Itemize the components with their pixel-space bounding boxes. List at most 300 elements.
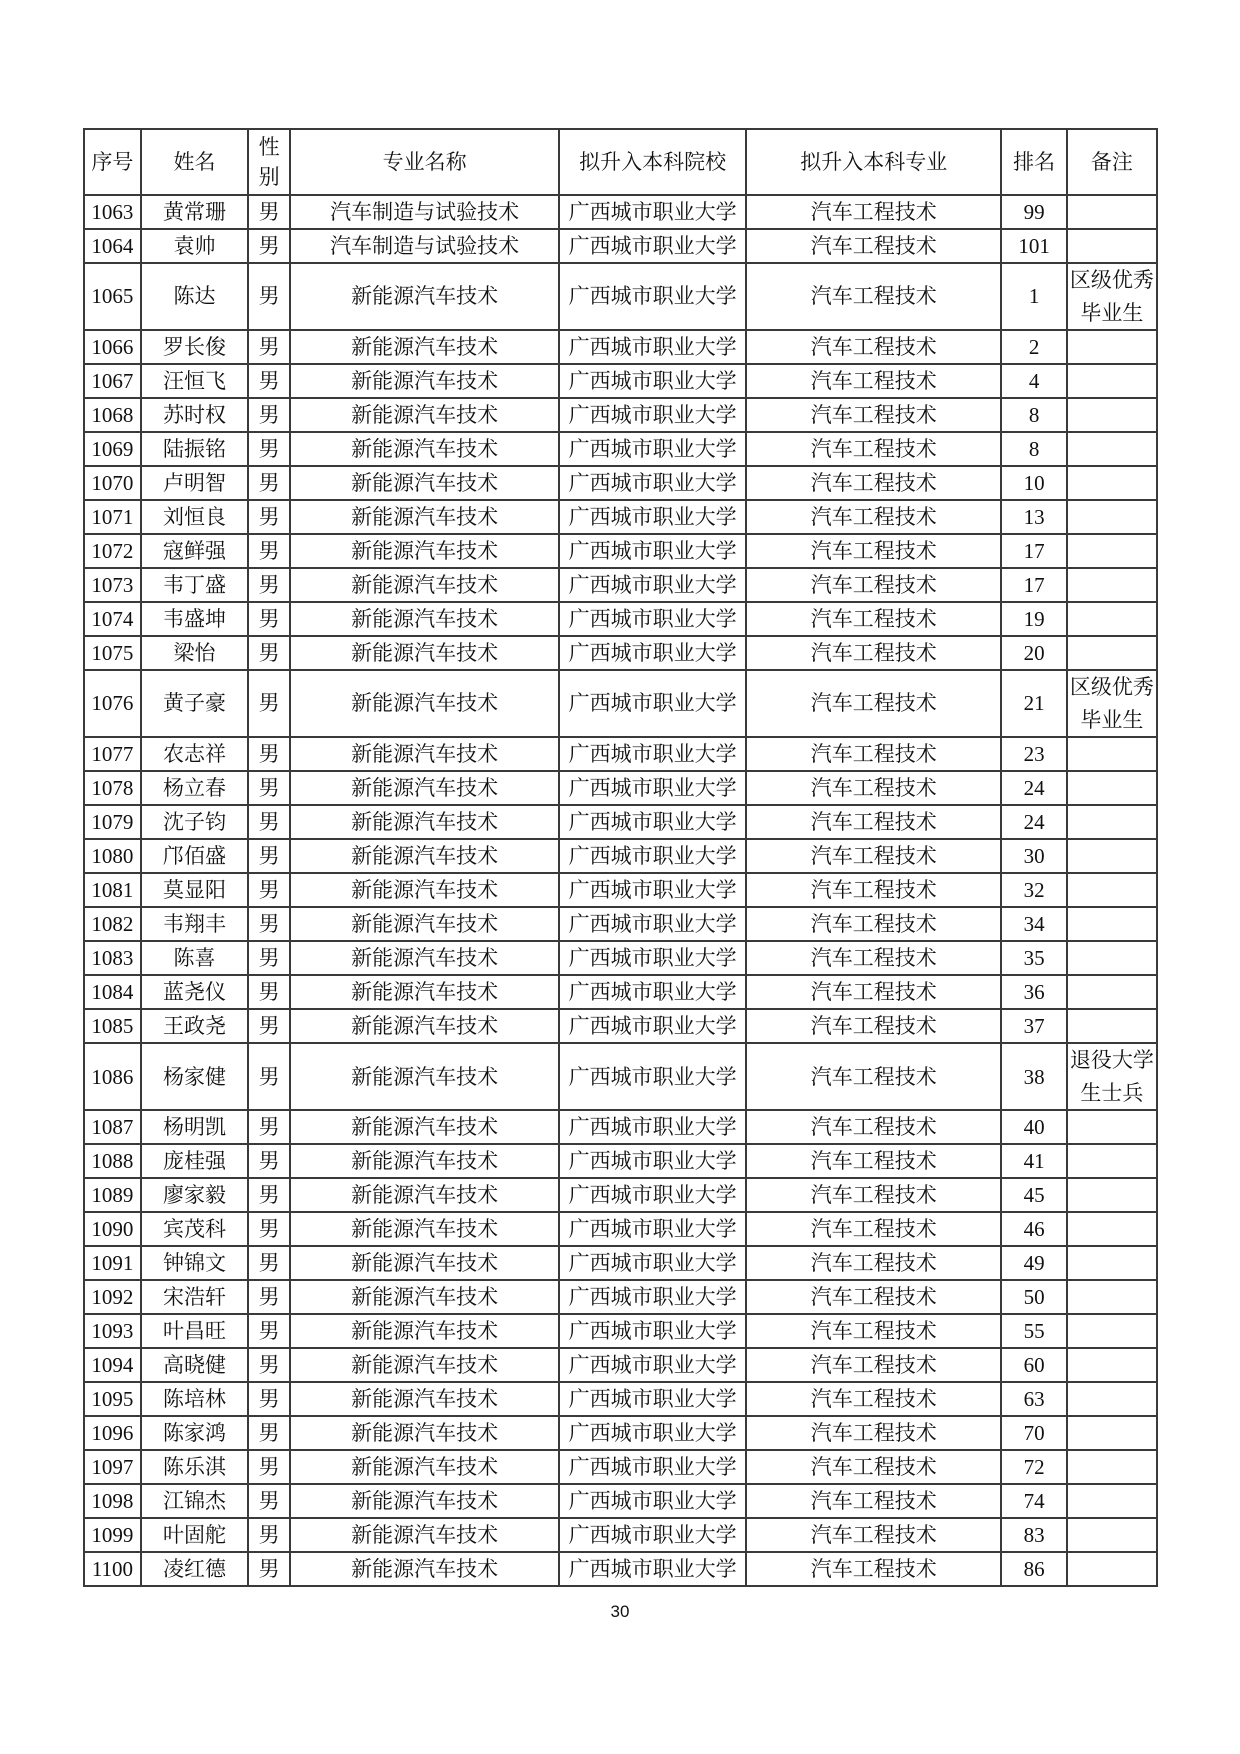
cell-major: 汽车制造与试验技术 — [290, 229, 559, 263]
cell-college: 广西城市职业大学 — [559, 1484, 746, 1518]
cell-rank: 101 — [1001, 229, 1066, 263]
cell-note — [1067, 534, 1157, 568]
cell-major: 新能源汽车技术 — [290, 432, 559, 466]
cell-major: 新能源汽车技术 — [290, 771, 559, 805]
cell-gender: 男 — [248, 1246, 290, 1280]
cell-name: 陈培林 — [141, 1382, 248, 1416]
cell-major: 新能源汽车技术 — [290, 500, 559, 534]
cell-target-major: 汽车工程技术 — [746, 670, 1001, 737]
cell-target-major: 汽车工程技术 — [746, 1382, 1001, 1416]
cell-rank: 23 — [1001, 737, 1066, 771]
cell-name: 韦盛坤 — [141, 602, 248, 636]
cell-college: 广西城市职业大学 — [559, 432, 746, 466]
cell-major: 新能源汽车技术 — [290, 1416, 559, 1450]
cell-target-major: 汽车工程技术 — [746, 1484, 1001, 1518]
cell-note — [1067, 568, 1157, 602]
cell-name: 陈家鸿 — [141, 1416, 248, 1450]
cell-college: 广西城市职业大学 — [559, 195, 746, 229]
cell-serial: 1066 — [84, 330, 141, 364]
cell-major: 新能源汽车技术 — [290, 805, 559, 839]
header-college: 拟升入本科院校 — [559, 129, 746, 195]
header-note: 备注 — [1067, 129, 1157, 195]
cell-note — [1067, 1144, 1157, 1178]
cell-rank: 1 — [1001, 263, 1066, 330]
cell-serial: 1082 — [84, 907, 141, 941]
table-row — [84, 1518, 1157, 1552]
cell-college: 广西城市职业大学 — [559, 1382, 746, 1416]
cell-name: 杨家健 — [141, 1043, 248, 1110]
table-row — [84, 670, 1157, 737]
cell-serial: 1064 — [84, 229, 141, 263]
cell-college: 广西城市职业大学 — [559, 636, 746, 670]
cell-gender: 男 — [248, 398, 290, 432]
cell-rank: 4 — [1001, 364, 1066, 398]
cell-serial: 1084 — [84, 975, 141, 1009]
cell-gender: 男 — [248, 1416, 290, 1450]
cell-name: 宾茂科 — [141, 1212, 248, 1246]
cell-rank: 24 — [1001, 771, 1066, 805]
cell-name: 王政尧 — [141, 1009, 248, 1043]
cell-name: 莫显阳 — [141, 873, 248, 907]
cell-target-major: 汽车工程技术 — [746, 1450, 1001, 1484]
cell-gender: 男 — [248, 941, 290, 975]
table-row — [84, 1552, 1157, 1586]
cell-serial: 1091 — [84, 1246, 141, 1280]
table-row — [84, 500, 1157, 534]
table-row — [84, 873, 1157, 907]
table-row — [84, 839, 1157, 873]
cell-rank: 19 — [1001, 602, 1066, 636]
cell-target-major: 汽车工程技术 — [746, 466, 1001, 500]
cell-gender: 男 — [248, 1144, 290, 1178]
cell-serial: 1068 — [84, 398, 141, 432]
table-row — [84, 1314, 1157, 1348]
cell-major: 新能源汽车技术 — [290, 364, 559, 398]
cell-college: 广西城市职业大学 — [559, 1348, 746, 1382]
cell-major: 新能源汽车技术 — [290, 1043, 559, 1110]
header-name: 姓名 — [141, 129, 248, 195]
cell-major: 新能源汽车技术 — [290, 1144, 559, 1178]
cell-name: 庞桂强 — [141, 1144, 248, 1178]
cell-rank: 8 — [1001, 432, 1066, 466]
cell-serial: 1067 — [84, 364, 141, 398]
cell-college: 广西城市职业大学 — [559, 805, 746, 839]
cell-serial: 1088 — [84, 1144, 141, 1178]
table-row — [84, 1110, 1157, 1144]
cell-target-major: 汽车工程技术 — [746, 1144, 1001, 1178]
cell-college: 广西城市职业大学 — [559, 1178, 746, 1212]
cell-name: 杨明凯 — [141, 1110, 248, 1144]
table-row — [84, 1450, 1157, 1484]
cell-note — [1067, 1314, 1157, 1348]
cell-major: 新能源汽车技术 — [290, 1178, 559, 1212]
table-row — [84, 364, 1157, 398]
cell-gender: 男 — [248, 805, 290, 839]
cell-serial: 1065 — [84, 263, 141, 330]
table-row — [84, 1043, 1157, 1110]
cell-serial: 1073 — [84, 568, 141, 602]
cell-name: 黄常珊 — [141, 195, 248, 229]
cell-college: 广西城市职业大学 — [559, 1450, 746, 1484]
cell-serial: 1071 — [84, 500, 141, 534]
cell-target-major: 汽车工程技术 — [746, 1009, 1001, 1043]
cell-college: 广西城市职业大学 — [559, 1110, 746, 1144]
cell-college: 广西城市职业大学 — [559, 534, 746, 568]
cell-note — [1067, 975, 1157, 1009]
cell-serial: 1097 — [84, 1450, 141, 1484]
cell-serial: 1079 — [84, 805, 141, 839]
cell-major: 新能源汽车技术 — [290, 1348, 559, 1382]
cell-college: 广西城市职业大学 — [559, 500, 746, 534]
cell-note — [1067, 602, 1157, 636]
cell-gender: 男 — [248, 975, 290, 1009]
cell-gender: 男 — [248, 1110, 290, 1144]
header-major: 专业名称 — [290, 129, 559, 195]
cell-gender: 男 — [248, 737, 290, 771]
cell-rank: 49 — [1001, 1246, 1066, 1280]
cell-note — [1067, 1212, 1157, 1246]
cell-name: 韦丁盛 — [141, 568, 248, 602]
cell-serial: 1095 — [84, 1382, 141, 1416]
cell-college: 广西城市职业大学 — [559, 907, 746, 941]
table-row — [84, 195, 1157, 229]
cell-gender: 男 — [248, 466, 290, 500]
cell-serial: 1074 — [84, 602, 141, 636]
cell-gender: 男 — [248, 873, 290, 907]
cell-target-major: 汽车工程技术 — [746, 1314, 1001, 1348]
cell-serial: 1085 — [84, 1009, 141, 1043]
cell-gender: 男 — [248, 330, 290, 364]
table-row — [84, 466, 1157, 500]
cell-serial: 1070 — [84, 466, 141, 500]
cell-name: 陈喜 — [141, 941, 248, 975]
cell-gender: 男 — [248, 1009, 290, 1043]
cell-rank: 99 — [1001, 195, 1066, 229]
table-row — [84, 1178, 1157, 1212]
cell-college: 广西城市职业大学 — [559, 1009, 746, 1043]
cell-major: 新能源汽车技术 — [290, 534, 559, 568]
cell-college: 广西城市职业大学 — [559, 1552, 746, 1586]
cell-note — [1067, 1552, 1157, 1586]
cell-rank: 70 — [1001, 1416, 1066, 1450]
cell-college: 广西城市职业大学 — [559, 1144, 746, 1178]
cell-gender: 男 — [248, 1280, 290, 1314]
cell-gender: 男 — [248, 907, 290, 941]
cell-target-major: 汽车工程技术 — [746, 229, 1001, 263]
table-row — [84, 330, 1157, 364]
cell-college: 广西城市职业大学 — [559, 398, 746, 432]
cell-note — [1067, 364, 1157, 398]
cell-name: 宋浩轩 — [141, 1280, 248, 1314]
cell-college: 广西城市职业大学 — [559, 1212, 746, 1246]
cell-target-major: 汽车工程技术 — [746, 1518, 1001, 1552]
cell-rank: 35 — [1001, 941, 1066, 975]
cell-target-major: 汽车工程技术 — [746, 263, 1001, 330]
cell-gender: 男 — [248, 602, 290, 636]
cell-rank: 40 — [1001, 1110, 1066, 1144]
cell-name: 沈子钧 — [141, 805, 248, 839]
cell-target-major: 汽车工程技术 — [746, 873, 1001, 907]
cell-major: 新能源汽车技术 — [290, 263, 559, 330]
cell-major: 新能源汽车技术 — [290, 839, 559, 873]
cell-name: 凌红德 — [141, 1552, 248, 1586]
cell-name: 陈乐淇 — [141, 1450, 248, 1484]
table-row — [84, 1416, 1157, 1450]
cell-major: 新能源汽车技术 — [290, 873, 559, 907]
cell-serial: 1089 — [84, 1178, 141, 1212]
table-row — [84, 1212, 1157, 1246]
cell-note — [1067, 1518, 1157, 1552]
cell-note — [1067, 432, 1157, 466]
cell-major: 新能源汽车技术 — [290, 941, 559, 975]
cell-target-major: 汽车工程技术 — [746, 1280, 1001, 1314]
cell-major: 新能源汽车技术 — [290, 975, 559, 1009]
table-row — [84, 263, 1157, 330]
cell-major: 汽车制造与试验技术 — [290, 195, 559, 229]
cell-major: 新能源汽车技术 — [290, 466, 559, 500]
table-row — [84, 1280, 1157, 1314]
cell-rank: 74 — [1001, 1484, 1066, 1518]
cell-target-major: 汽车工程技术 — [746, 602, 1001, 636]
cell-target-major: 汽车工程技术 — [746, 771, 1001, 805]
cell-name: 刘恒良 — [141, 500, 248, 534]
cell-note — [1067, 1484, 1157, 1518]
cell-note — [1067, 737, 1157, 771]
cell-gender: 男 — [248, 1382, 290, 1416]
cell-major: 新能源汽车技术 — [290, 1280, 559, 1314]
cell-note — [1067, 805, 1157, 839]
cell-target-major: 汽车工程技术 — [746, 364, 1001, 398]
cell-note — [1067, 1280, 1157, 1314]
cell-note — [1067, 941, 1157, 975]
cell-major: 新能源汽车技术 — [290, 602, 559, 636]
cell-rank: 41 — [1001, 1144, 1066, 1178]
cell-name: 蓝尧仪 — [141, 975, 248, 1009]
table-row — [84, 805, 1157, 839]
header-target-major: 拟升入本科专业 — [746, 129, 1001, 195]
cell-major: 新能源汽车技术 — [290, 1450, 559, 1484]
cell-serial: 1081 — [84, 873, 141, 907]
table-row — [84, 1484, 1157, 1518]
cell-gender: 男 — [248, 364, 290, 398]
cell-serial: 1092 — [84, 1280, 141, 1314]
cell-target-major: 汽车工程技术 — [746, 907, 1001, 941]
table-row — [84, 1348, 1157, 1382]
cell-gender: 男 — [248, 1043, 290, 1110]
cell-name: 罗长俊 — [141, 330, 248, 364]
cell-gender: 男 — [248, 670, 290, 737]
cell-target-major: 汽车工程技术 — [746, 500, 1001, 534]
cell-gender: 男 — [248, 568, 290, 602]
cell-note — [1067, 1450, 1157, 1484]
header-row — [84, 129, 1157, 195]
cell-college: 广西城市职业大学 — [559, 1043, 746, 1110]
cell-rank: 36 — [1001, 975, 1066, 1009]
cell-college: 广西城市职业大学 — [559, 670, 746, 737]
cell-target-major: 汽车工程技术 — [746, 1178, 1001, 1212]
cell-major: 新能源汽车技术 — [290, 907, 559, 941]
cell-name: 韦翔丰 — [141, 907, 248, 941]
cell-serial: 1076 — [84, 670, 141, 737]
student-roster-table — [83, 128, 1158, 1587]
cell-serial: 1072 — [84, 534, 141, 568]
cell-gender: 男 — [248, 500, 290, 534]
cell-serial: 1099 — [84, 1518, 141, 1552]
page-number: 30 — [610, 1602, 630, 1621]
header-gender: 性别 — [248, 129, 290, 195]
cell-rank: 17 — [1001, 568, 1066, 602]
cell-major: 新能源汽车技术 — [290, 568, 559, 602]
cell-gender: 男 — [248, 263, 290, 330]
cell-serial: 1098 — [84, 1484, 141, 1518]
cell-target-major: 汽车工程技术 — [746, 398, 1001, 432]
cell-major: 新能源汽车技术 — [290, 1314, 559, 1348]
cell-serial: 1075 — [84, 636, 141, 670]
cell-major: 新能源汽车技术 — [290, 330, 559, 364]
cell-name: 袁帅 — [141, 229, 248, 263]
cell-serial: 1069 — [84, 432, 141, 466]
cell-gender: 男 — [248, 534, 290, 568]
cell-note — [1067, 839, 1157, 873]
cell-serial: 1090 — [84, 1212, 141, 1246]
table-row — [84, 941, 1157, 975]
cell-college: 广西城市职业大学 — [559, 1518, 746, 1552]
table-row — [84, 229, 1157, 263]
cell-name: 叶固舵 — [141, 1518, 248, 1552]
cell-note — [1067, 1178, 1157, 1212]
cell-rank: 37 — [1001, 1009, 1066, 1043]
cell-name: 邝佰盛 — [141, 839, 248, 873]
cell-serial: 1080 — [84, 839, 141, 873]
cell-gender: 男 — [248, 1484, 290, 1518]
cell-serial: 1100 — [84, 1552, 141, 1586]
cell-college: 广西城市职业大学 — [559, 839, 746, 873]
table-row — [84, 771, 1157, 805]
cell-target-major: 汽车工程技术 — [746, 432, 1001, 466]
cell-rank: 55 — [1001, 1314, 1066, 1348]
cell-serial: 1094 — [84, 1348, 141, 1382]
cell-serial: 1077 — [84, 737, 141, 771]
cell-serial: 1063 — [84, 195, 141, 229]
cell-rank: 20 — [1001, 636, 1066, 670]
table-row — [84, 1144, 1157, 1178]
cell-rank: 38 — [1001, 1043, 1066, 1110]
cell-major: 新能源汽车技术 — [290, 636, 559, 670]
cell-college: 广西城市职业大学 — [559, 602, 746, 636]
cell-rank: 30 — [1001, 839, 1066, 873]
cell-rank: 24 — [1001, 805, 1066, 839]
cell-rank: 8 — [1001, 398, 1066, 432]
cell-note — [1067, 873, 1157, 907]
cell-note — [1067, 1348, 1157, 1382]
cell-college: 广西城市职业大学 — [559, 466, 746, 500]
cell-college: 广西城市职业大学 — [559, 771, 746, 805]
cell-note — [1067, 771, 1157, 805]
table-row — [84, 975, 1157, 1009]
table-row — [84, 534, 1157, 568]
cell-serial: 1093 — [84, 1314, 141, 1348]
cell-target-major: 汽车工程技术 — [746, 1212, 1001, 1246]
cell-target-major: 汽车工程技术 — [746, 534, 1001, 568]
cell-note — [1067, 229, 1157, 263]
cell-name: 汪恒飞 — [141, 364, 248, 398]
cell-name: 陈达 — [141, 263, 248, 330]
cell-serial: 1087 — [84, 1110, 141, 1144]
cell-name: 梁怡 — [141, 636, 248, 670]
cell-college: 广西城市职业大学 — [559, 263, 746, 330]
cell-gender: 男 — [248, 1552, 290, 1586]
cell-major: 新能源汽车技术 — [290, 1009, 559, 1043]
cell-name: 高晓健 — [141, 1348, 248, 1382]
cell-target-major: 汽车工程技术 — [746, 941, 1001, 975]
table-row — [84, 1009, 1157, 1043]
cell-note: 区级优秀毕业生 — [1067, 670, 1157, 737]
cell-rank: 13 — [1001, 500, 1066, 534]
cell-note — [1067, 1009, 1157, 1043]
cell-rank: 45 — [1001, 1178, 1066, 1212]
cell-note — [1067, 1382, 1157, 1416]
cell-name: 卢明智 — [141, 466, 248, 500]
cell-note: 区级优秀毕业生 — [1067, 263, 1157, 330]
cell-target-major: 汽车工程技术 — [746, 568, 1001, 602]
cell-major: 新能源汽车技术 — [290, 1484, 559, 1518]
cell-gender: 男 — [248, 1518, 290, 1552]
cell-gender: 男 — [248, 195, 290, 229]
cell-gender: 男 — [248, 229, 290, 263]
cell-name: 黄子豪 — [141, 670, 248, 737]
cell-note: 退役大学生士兵 — [1067, 1043, 1157, 1110]
cell-note — [1067, 500, 1157, 534]
cell-note — [1067, 1110, 1157, 1144]
cell-gender: 男 — [248, 839, 290, 873]
cell-college: 广西城市职业大学 — [559, 568, 746, 602]
cell-gender: 男 — [248, 636, 290, 670]
cell-rank: 86 — [1001, 1552, 1066, 1586]
cell-rank: 34 — [1001, 907, 1066, 941]
cell-note — [1067, 195, 1157, 229]
cell-serial: 1078 — [84, 771, 141, 805]
cell-name: 廖家毅 — [141, 1178, 248, 1212]
cell-college: 广西城市职业大学 — [559, 1280, 746, 1314]
cell-college: 广西城市职业大学 — [559, 229, 746, 263]
header-rank: 排名 — [1001, 129, 1066, 195]
cell-note — [1067, 330, 1157, 364]
cell-major: 新能源汽车技术 — [290, 398, 559, 432]
cell-rank: 72 — [1001, 1450, 1066, 1484]
cell-major: 新能源汽车技术 — [290, 1110, 559, 1144]
cell-gender: 男 — [248, 1178, 290, 1212]
cell-major: 新能源汽车技术 — [290, 737, 559, 771]
cell-name: 陆振铭 — [141, 432, 248, 466]
cell-rank: 83 — [1001, 1518, 1066, 1552]
header-serial: 序号 — [84, 129, 141, 195]
cell-note — [1067, 466, 1157, 500]
cell-gender: 男 — [248, 1348, 290, 1382]
cell-note — [1067, 907, 1157, 941]
cell-major: 新能源汽车技术 — [290, 1552, 559, 1586]
cell-target-major: 汽车工程技术 — [746, 1110, 1001, 1144]
cell-college: 广西城市职业大学 — [559, 737, 746, 771]
cell-target-major: 汽车工程技术 — [746, 1552, 1001, 1586]
table-row — [84, 398, 1157, 432]
cell-college: 广西城市职业大学 — [559, 330, 746, 364]
cell-target-major: 汽车工程技术 — [746, 839, 1001, 873]
cell-note — [1067, 398, 1157, 432]
cell-note — [1067, 636, 1157, 670]
cell-serial: 1096 — [84, 1416, 141, 1450]
cell-gender: 男 — [248, 432, 290, 466]
cell-name: 杨立春 — [141, 771, 248, 805]
